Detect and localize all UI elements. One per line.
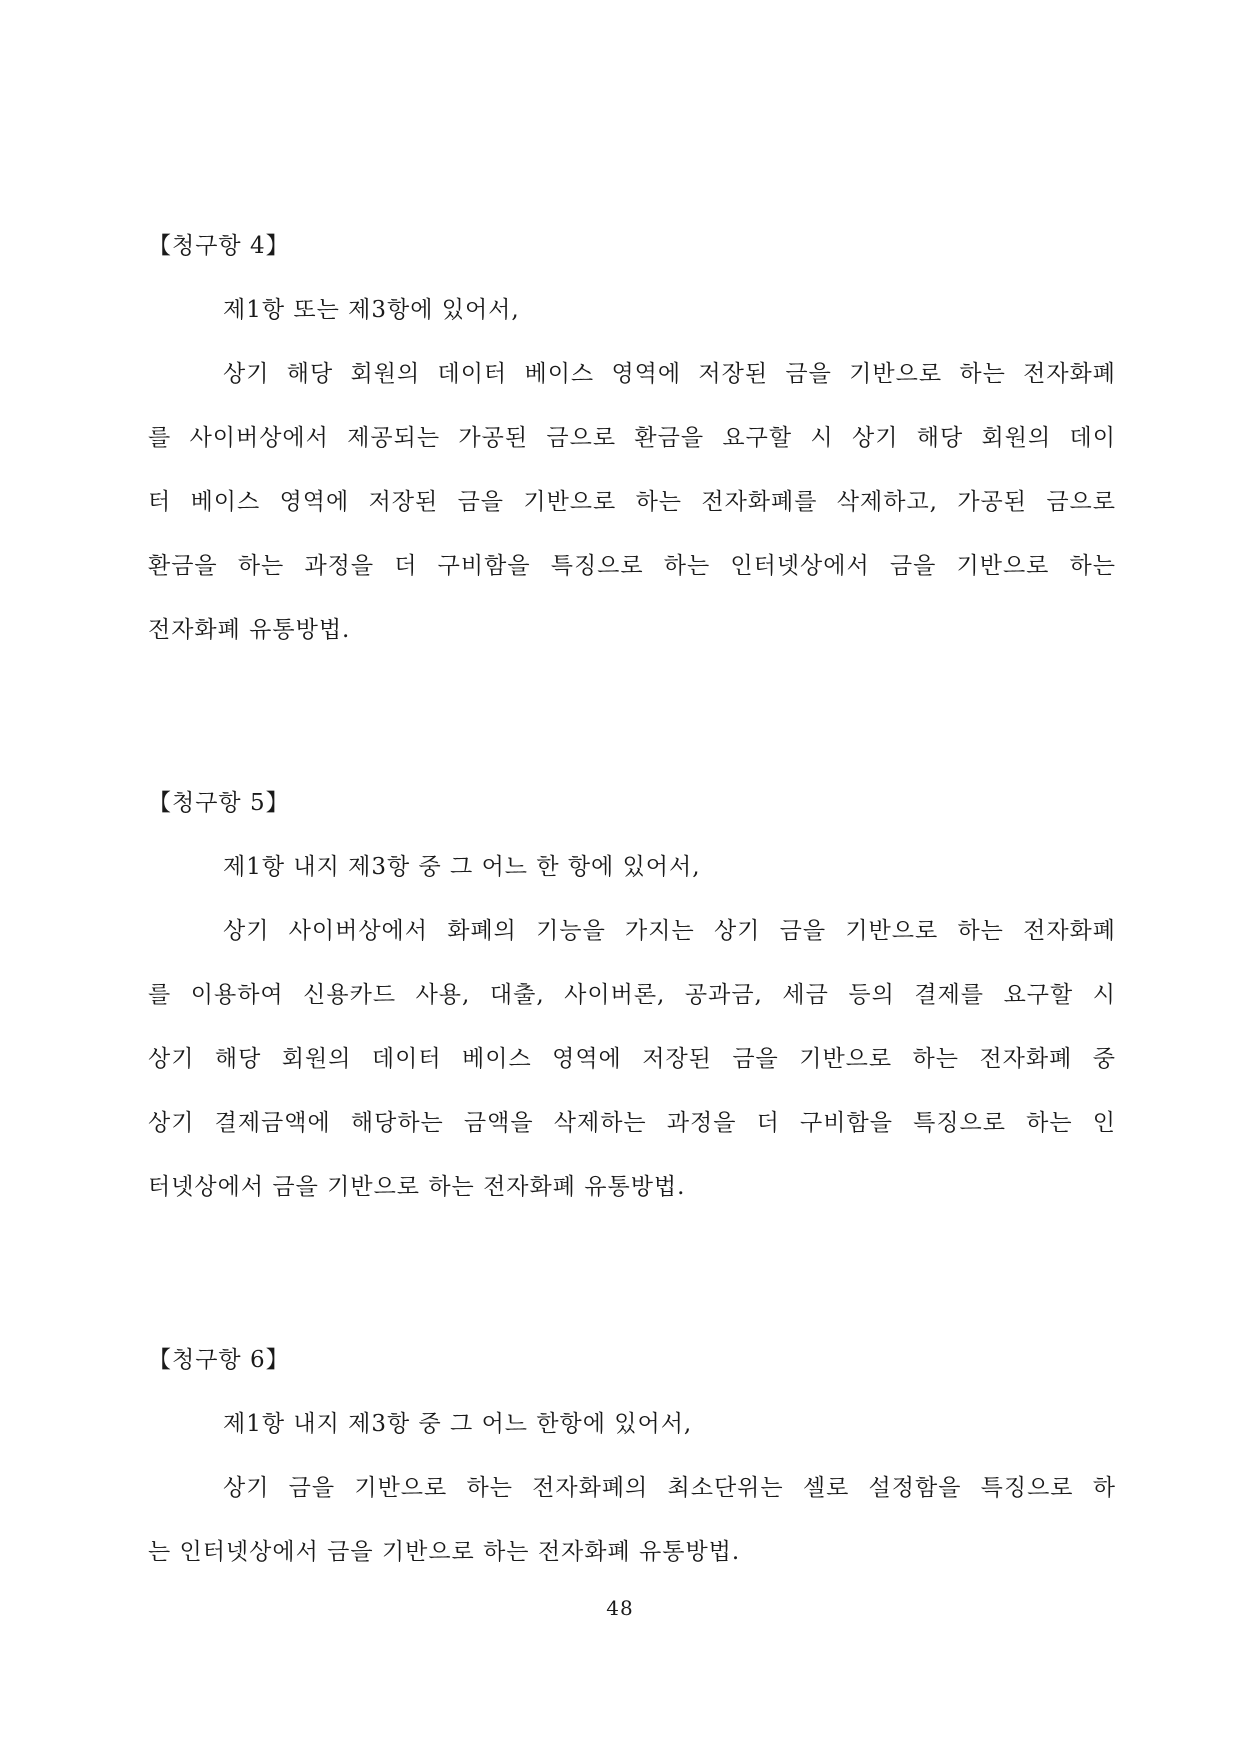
claim-heading: 【청구항 5】: [148, 790, 290, 816]
claim-line: 터 베이스 영역에 저장된 금을 기반으로 하는 전자화폐를 삭제하고, 가공된 금으로: [148, 489, 1116, 515]
claim-line: 환금을 하는 과정을 더 구비함을 특징으로 하는 인터넷상에서 금을 기반으로 하는: [148, 553, 1116, 579]
claim-line: 제1항 내지 제3항 중 그 어느 한항에 있어서,: [223, 1411, 693, 1437]
claim-line: 제1항 또는 제3항에 있어서,: [223, 297, 520, 323]
claim-5: [148, 786, 1116, 1204]
claim-heading: 【청구항 4】: [148, 233, 290, 259]
claim-line: 상기 해당 회원의 데이터 베이스 영역에 저장된 금을 기반으로 하는 전자화폐: [223, 361, 1116, 387]
claim-line: 를 이용하여 신용카드 사용, 대출, 사이버론, 공과금, 세금 등의 결제를 요구할 시: [148, 982, 1116, 1008]
claim-line: 상기 금을 기반으로 하는 전자화폐의 최소단위는 셀로 설정함을 특징으로 하: [223, 1475, 1116, 1501]
claim-line: 는 인터넷상에서 금을 기반으로 하는 전자화폐 유통방법.: [148, 1539, 741, 1565]
claim-4: [148, 229, 1116, 647]
claim-line: 터넷상에서 금을 기반으로 하는 전자화폐 유통방법.: [148, 1174, 686, 1200]
claim-line: 상기 사이버상에서 화폐의 기능을 가지는 상기 금을 기반으로 하는 전자화폐: [223, 918, 1116, 944]
claim-6: [148, 1343, 1116, 1569]
claim-line: 상기 해당 회원의 데이터 베이스 영역에 저장된 금을 기반으로 하는 전자화폐 중: [148, 1046, 1116, 1072]
claim-line: 전자화폐 유통방법.: [148, 617, 351, 643]
claim-line: 를 사이버상에서 제공되는 가공된 금으로 환금을 요구할 시 상기 해당 회원의 데이: [148, 425, 1116, 451]
claim-heading: 【청구항 6】: [148, 1347, 290, 1373]
claim-line: 상기 결제금액에 해당하는 금액을 삭제하는 과정을 더 구비함을 특징으로 하는 인: [148, 1110, 1116, 1136]
claim-line: 제1항 내지 제3항 중 그 어느 한 항에 있어서,: [223, 854, 701, 880]
page-number: 48: [606, 1596, 634, 1620]
